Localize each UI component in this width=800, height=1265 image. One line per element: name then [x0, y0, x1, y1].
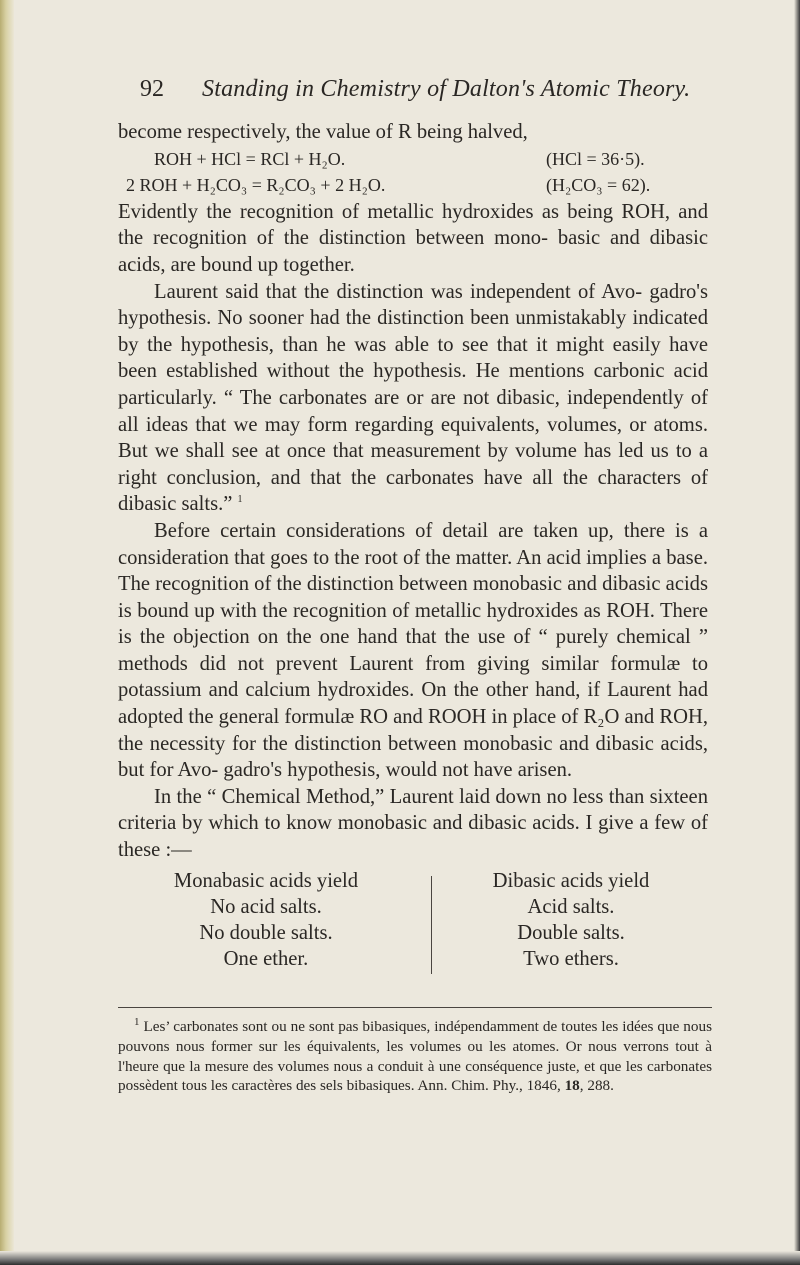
dibasic-column: [430, 868, 712, 972]
page-number: 92: [140, 76, 164, 102]
footnote: [118, 1017, 712, 1096]
paragraph-evidently: Evidently the recognition of metallic hydroxides as being ROH, and the recognition of the distinction between mono- basic and dibasic acids, are bound up together.: [118, 200, 708, 276]
acid-criteria-table: [118, 868, 708, 972]
equation-1: [118, 146, 708, 173]
footnote-page: , 288.: [579, 1077, 614, 1095]
dibasic-item: Acid salts.: [527, 895, 615, 918]
body-text: [118, 119, 708, 972]
footnote-marker: 1: [134, 1015, 140, 1028]
footnote-text: Les’ carbonates sont ou ne sont pas bibasiques, indépendamment de toutes les idées que nous pouvons nous former sur les équivalents, les volumes ou les atomes. Or nous verrons tout à l'heure que la mesure des volumes nous a conduit à une conséquence juste, et que les carbonates possèdent tous les caractères des sels bibasiques. Ann. Chim. Phy., 1846,: [118, 1018, 712, 1095]
monobasic-column: [118, 868, 414, 972]
dibasic-header: Dibasic acids yield: [492, 869, 650, 892]
monobasic-item: One ether.: [223, 947, 309, 970]
equation-1-note: (HCl = 36·5).: [546, 148, 645, 169]
paragraph-chemical-method: In the “ Chemical Method,” Laurent laid down no less than sixteen criteria by which to know monobasic and dibasic acids. I give a few of these :—: [118, 785, 708, 862]
running-title: Standing in Chemistry of Dalton's Atomic Theory.: [202, 76, 691, 102]
equation-2-formula: 2 ROH + H₂CO₃ = R₂CO₃ + 2 H₂O.: [126, 175, 386, 196]
equation-2: [118, 172, 708, 199]
dibasic-item: Two ethers.: [523, 947, 619, 970]
equation-2-note: (H₂CO₃ = 62).: [546, 175, 651, 196]
paragraph-laurent: [118, 279, 708, 518]
monobasic-item: No double salts.: [199, 921, 333, 944]
intro-line: become respectively, the value of R being halved,: [118, 121, 528, 143]
monobasic-header: Monabasic acids yield: [173, 869, 359, 892]
paragraph-laurent-text: Laurent said that the distinction was independent of Avo- gadro's hypothesis. No sooner had the distinction been unmistakably indicated by the hypothesis, than he was able to see that it might easily have been established without the hypothesis. He mentions carbonic acid particularly. “ The carbonates are or are not dibasic, independently of all ideas that we may form regarding equivalents, volumes, or atoms. But we shall see at once that measurement by volume has led us to a right conclusion, and that the carbonates have all the characters of dibasic salts.”: [118, 280, 708, 516]
monobasic-item: No acid salts.: [210, 895, 322, 918]
dibasic-item: Double salts.: [517, 921, 625, 944]
equation-1-formula: ROH + HCl = RCl + H₂O.: [154, 148, 346, 169]
page-header: [140, 76, 700, 106]
paragraph-before: Before certain considerations of detail are taken up, there is a consideration that goes to the root of the matter. An acid implies a base. The recognition of the distinction between monobasic and dibasic acids is bound up with the recognition of metallic hydroxides as ROH. There is the objection on the one hand that the use of “ purely chemical ” methods did not prevent Laurent from giving similar formulæ to potassium and calcium hydroxides. On the other hand, if Laurent had adopted the general formulæ RO and ROOH in place of R₂O and ROH, the necessity for the distinction between monobasic and dibasic acids, but for Avo- gadro's hypothesis, would not have arisen.: [118, 519, 708, 782]
footnote-divider: [118, 1007, 712, 1008]
footnote-reference[interactable]: 1: [237, 494, 243, 506]
footnote-volume: 18: [564, 1077, 580, 1095]
